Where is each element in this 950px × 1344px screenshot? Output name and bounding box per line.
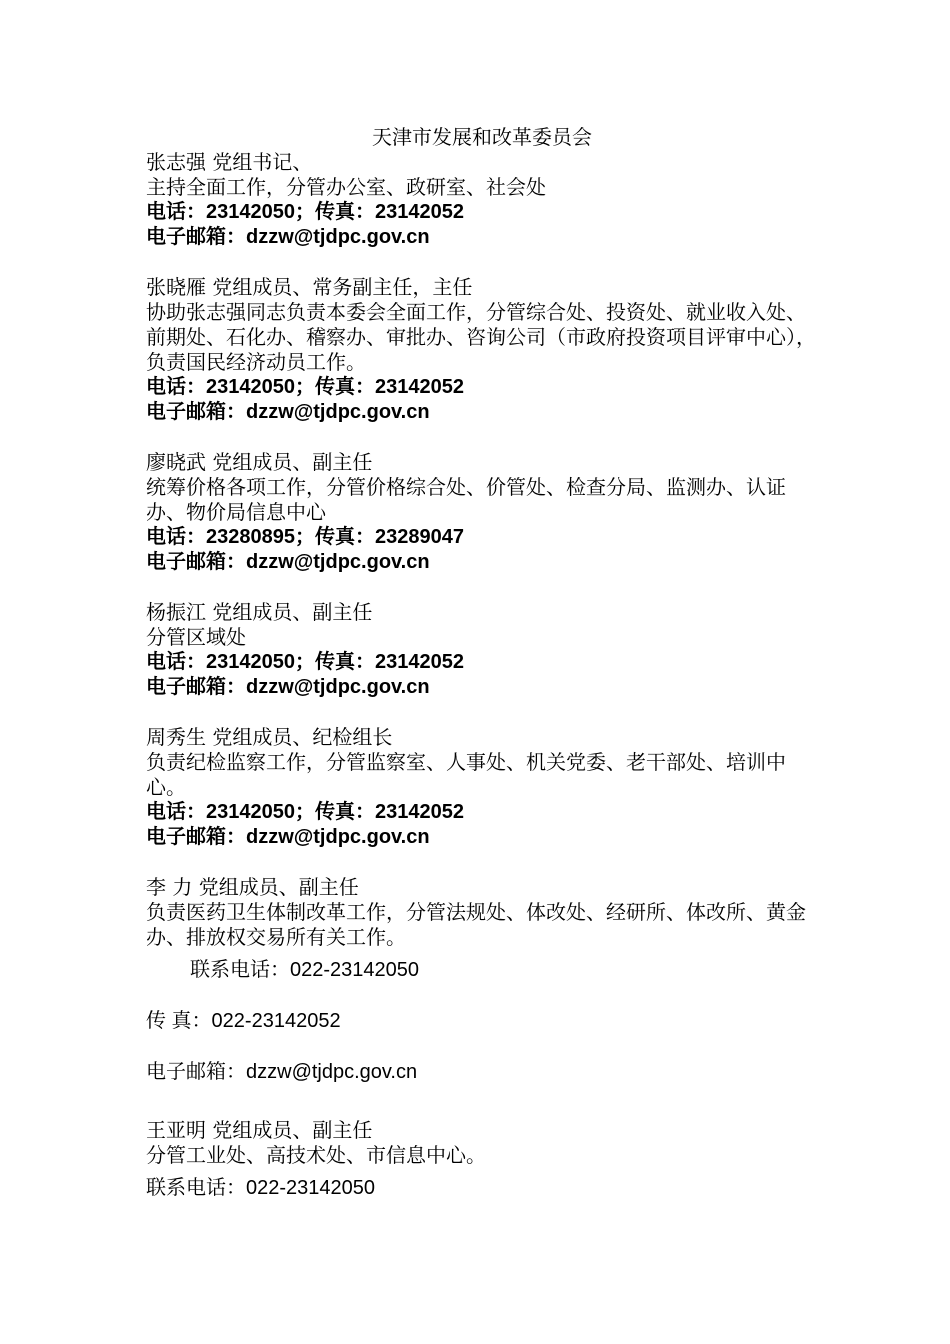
document-title: 天津市发展和改革委员会 <box>372 125 592 149</box>
official-email: 电子邮箱：dzzw@tjdpc.gov.cn <box>146 551 430 573</box>
official-phone: 联系电话：022-23142050 <box>190 959 420 981</box>
official-duties: 负责医药卫生体制改革工作，分管法规处、体改处、经研所、体改所、黄金办、排放权交易所有关工作。 <box>146 900 806 949</box>
official-phone-fax: 电话：23280895；传真：23289047 <box>146 526 464 548</box>
official-name: 王亚明 党组成员、副主任 <box>146 1118 373 1142</box>
official-email: 电子邮箱：dzzw@tjdpc.gov.cn <box>146 676 430 698</box>
official-name: 张志强 党组书记、 <box>146 150 313 174</box>
official-email: 电子邮箱：dzzw@tjdpc.gov.cn <box>146 226 430 248</box>
small-gap <box>146 950 818 958</box>
official-duties: 统筹价格各项工作，分管价格综合处、价管处、检查分局、监测办、认证办、物价局信息中心 <box>146 475 786 524</box>
official-phone-fax: 电话：23142050；传真：23142052 <box>146 651 464 673</box>
official-name: 杨振江 党组成员、副主任 <box>146 600 373 624</box>
official-duties: 分管工业处、高技术处、市信息中心。 <box>146 1143 486 1167</box>
official-phone-fax: 电话：23142050；传真：23142052 <box>146 801 464 823</box>
official-duties: 负责纪检监察工作，分管监察室、人事处、机关党委、老干部处、培训中心。 <box>146 750 786 799</box>
small-gap <box>146 1110 818 1118</box>
small-gap <box>146 1168 818 1176</box>
section-gap <box>146 850 818 875</box>
medium-gap <box>146 1034 818 1060</box>
official-phone-fax: 电话：23142050；传真：23142052 <box>146 201 464 223</box>
section-gap <box>146 425 818 450</box>
section-gap <box>146 575 818 600</box>
official-name: 周秀生 党组成员、纪检组长 <box>146 725 393 749</box>
official-phone: 联系电话：022-23142050 <box>146 1177 376 1199</box>
official-block-wang-yaming <box>146 1118 818 1201</box>
official-name: 李 力 党组成员、副主任 <box>146 875 359 899</box>
section-gap <box>146 1085 818 1110</box>
official-email: 电子邮箱：dzzw@tjdpc.gov.cn <box>146 1061 418 1083</box>
official-block-zhang-zhiqiang <box>146 150 818 250</box>
official-block-liao-xiaowu <box>146 450 818 575</box>
official-email: 电子邮箱：dzzw@tjdpc.gov.cn <box>146 401 430 423</box>
official-name: 张晓雁 党组成员、常务副主任，主任 <box>146 275 473 299</box>
official-duties: 主持全面工作，分管办公室、政研室、社会处 <box>146 175 546 199</box>
official-duties: 分管区域处 <box>146 625 246 649</box>
official-block-li-li <box>146 875 818 1085</box>
section-gap <box>146 700 818 725</box>
section-gap <box>146 250 818 275</box>
official-duties: 协助张志强同志负责本委会全面工作，分管综合处、投资处、就业收入处、前期处、石化办、稽察办、审批办、咨询公司（市政府投资项目评审中心），负责国民经济动员工作。 <box>146 300 816 374</box>
medium-gap <box>146 983 818 1009</box>
official-block-zhou-xiusheng <box>146 725 818 850</box>
document-page <box>146 124 818 1201</box>
official-email: 电子邮箱：dzzw@tjdpc.gov.cn <box>146 826 430 848</box>
official-block-zhang-xiaoyan <box>146 275 818 425</box>
official-fax: 传 真：022-23142052 <box>146 1010 341 1032</box>
official-block-yang-zhenjiang <box>146 600 818 700</box>
official-name: 廖晓武 党组成员、副主任 <box>146 450 373 474</box>
official-phone-fax: 电话：23142050；传真：23142052 <box>146 376 464 398</box>
